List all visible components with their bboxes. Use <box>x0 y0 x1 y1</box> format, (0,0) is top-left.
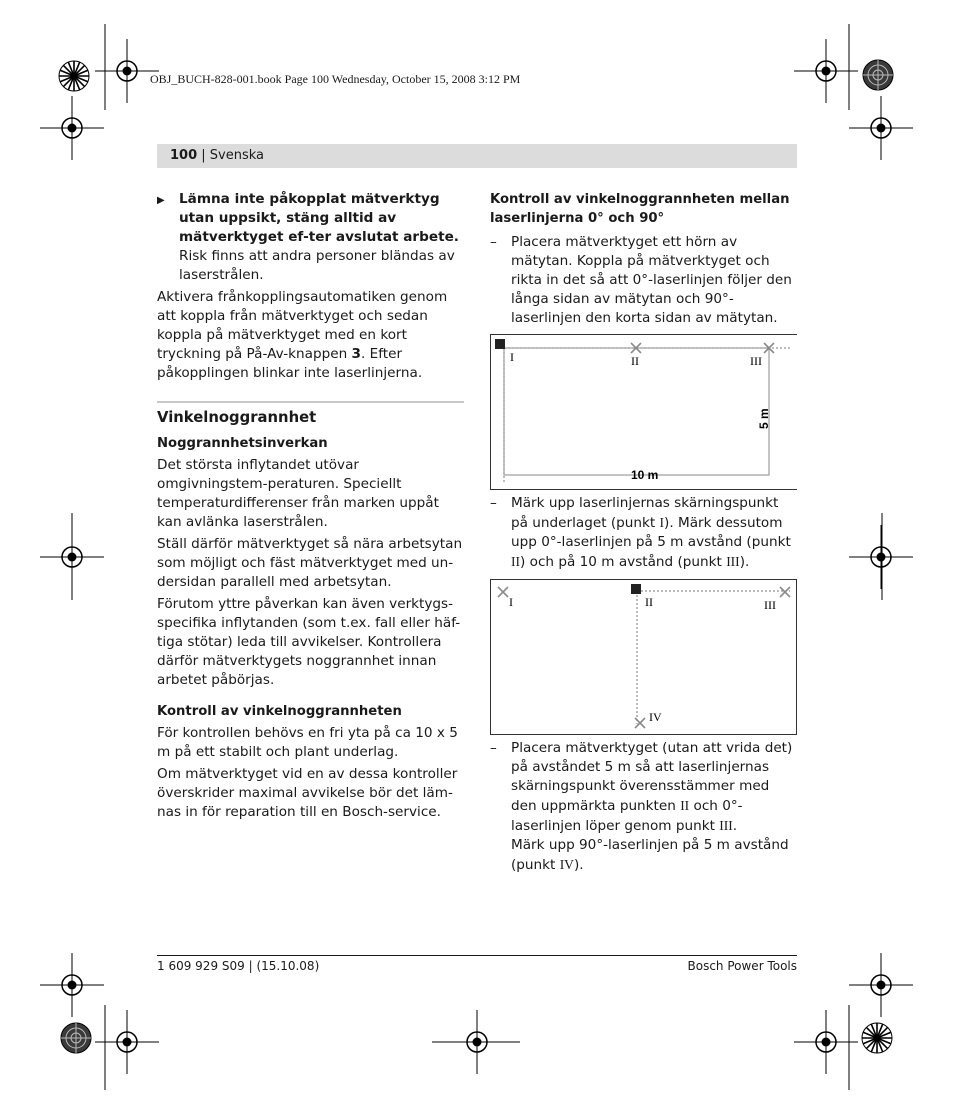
page-header <box>170 148 264 163</box>
section-title: Vinkelnoggrannhet <box>157 409 317 426</box>
page-number: 100 <box>170 148 198 163</box>
paragraph: För kontrollen behövs en fri yta på ca 10 x 5 m på ett stabilt och plant underlag. <box>157 725 458 760</box>
warning-bold: Lämna inte påkopplat mätverktyg utan uppsikt, stäng alltid av mätverktyget ef-ter avslutat arbete. <box>179 191 459 245</box>
point-label-III: III <box>764 598 776 612</box>
paragraph: Om mätverktyget vid en av dessa kontroller överskrider maximal avvikelse bör det läm-nas in för reparation till en Bosch-service. <box>157 766 458 820</box>
warning-bullet <box>157 190 464 285</box>
subsection-title-accuracy: Noggrannhetsinverkan <box>157 436 328 451</box>
dash-item: – Placera mätverktyget ett hörn av mätytan. Koppla på mätverktyget och rikta in det så att 0°-laserlinjen följer den långa sidan av mätytan och 90°-laserlinjen den korta sidan av mätytan. <box>490 234 792 326</box>
book-header: OBJ_BUCH-828-001.book Page 100 Wednesday, October 15, 2008 3:12 PM <box>150 72 521 86</box>
right-column-middle <box>490 494 797 572</box>
right-column-top <box>490 190 797 328</box>
footer-rule <box>157 955 797 956</box>
warning-rest: Risk finns att andra personer bländas av laserstrålen. <box>179 248 455 283</box>
auto-off-paragraph: Aktivera frånkopplingsautomatiken genom att koppla från mätverktyget och sedan koppla på mätverktyget med en kort tryckning på På-Av-knappen 3. Efter påkopplingen blinkar inte laserlinjerna. <box>157 289 448 381</box>
point-label-I: I <box>509 595 513 609</box>
right-section-title: Kontroll av vinkelnoggrannheten mellan laserlinjerna 0° och 90° <box>490 192 790 226</box>
footer-brand: Bosch Power Tools <box>687 959 797 973</box>
point-label-II: II <box>645 595 653 609</box>
footer-doc-number: 1 609 929 S09 | (15.10.08) <box>157 959 320 973</box>
section-divider <box>157 401 464 403</box>
point-label-IV: IV <box>649 710 662 724</box>
dash-item: – Placera mätverktyget (utan att vrida det) på avståndet 5 m så att laserlinjernas skärningspunkt överensstämmer med den uppmärkta punkten II och 0°-laserlinjen löper genom punkt III. Märk upp 90°-laserlinjen på 5 m avstånd (punkt IV). <box>490 740 793 873</box>
point-label-II: II <box>631 354 639 368</box>
paragraph: Det största inflytandet utövar omgivningstem-peraturen. Speciellt temperaturdifferenser från marken uppåt kan avlänka laserstrålen. <box>157 457 439 530</box>
figure-frame <box>491 580 797 735</box>
mark-x-icon <box>780 587 790 597</box>
paragraph: Ställ därför mätverktyget så nära arbetsytan som möjligt och fäst mätverktyget med un-dersidan parallell med arbetsytan. <box>157 536 463 590</box>
dimension-width: 10 m <box>631 468 659 482</box>
left-column <box>157 190 464 822</box>
header-separator: | <box>197 148 210 163</box>
triangle-bullet-icon: ▶ <box>157 195 165 206</box>
mark-x-icon <box>498 587 508 597</box>
right-column-bottom <box>490 739 797 875</box>
paragraph: Förutom yttre påverkan kan även verktygs-specifika inflytanden (som t.ex. fall eller häf-tiga stötar) leda till avvikelser. Kontrollera därför mätverktygets noggrannhet innan arbetet påbörjas. <box>157 596 461 688</box>
dimension-height: 5 m <box>757 408 771 429</box>
subsection-title-check: Kontroll av vinkelnoggrannheten <box>157 704 402 719</box>
point-label-III: III <box>750 354 762 368</box>
figure-measuring-area-2 <box>490 579 797 735</box>
point-label-I: I <box>510 350 514 364</box>
figure-measuring-area-1 <box>490 334 797 490</box>
laser-tool-icon <box>495 339 505 349</box>
dash-item: – Märk upp laserlinjernas skärningspunkt på underlaget (punkt I). Märk dessutom upp 0°-laserlinjen på 5 m avstånd (punkt II) och på 10 m avstånd (punkt III). <box>490 495 791 570</box>
header-language: Svenska <box>209 148 265 163</box>
laser-tool-icon <box>631 584 641 594</box>
